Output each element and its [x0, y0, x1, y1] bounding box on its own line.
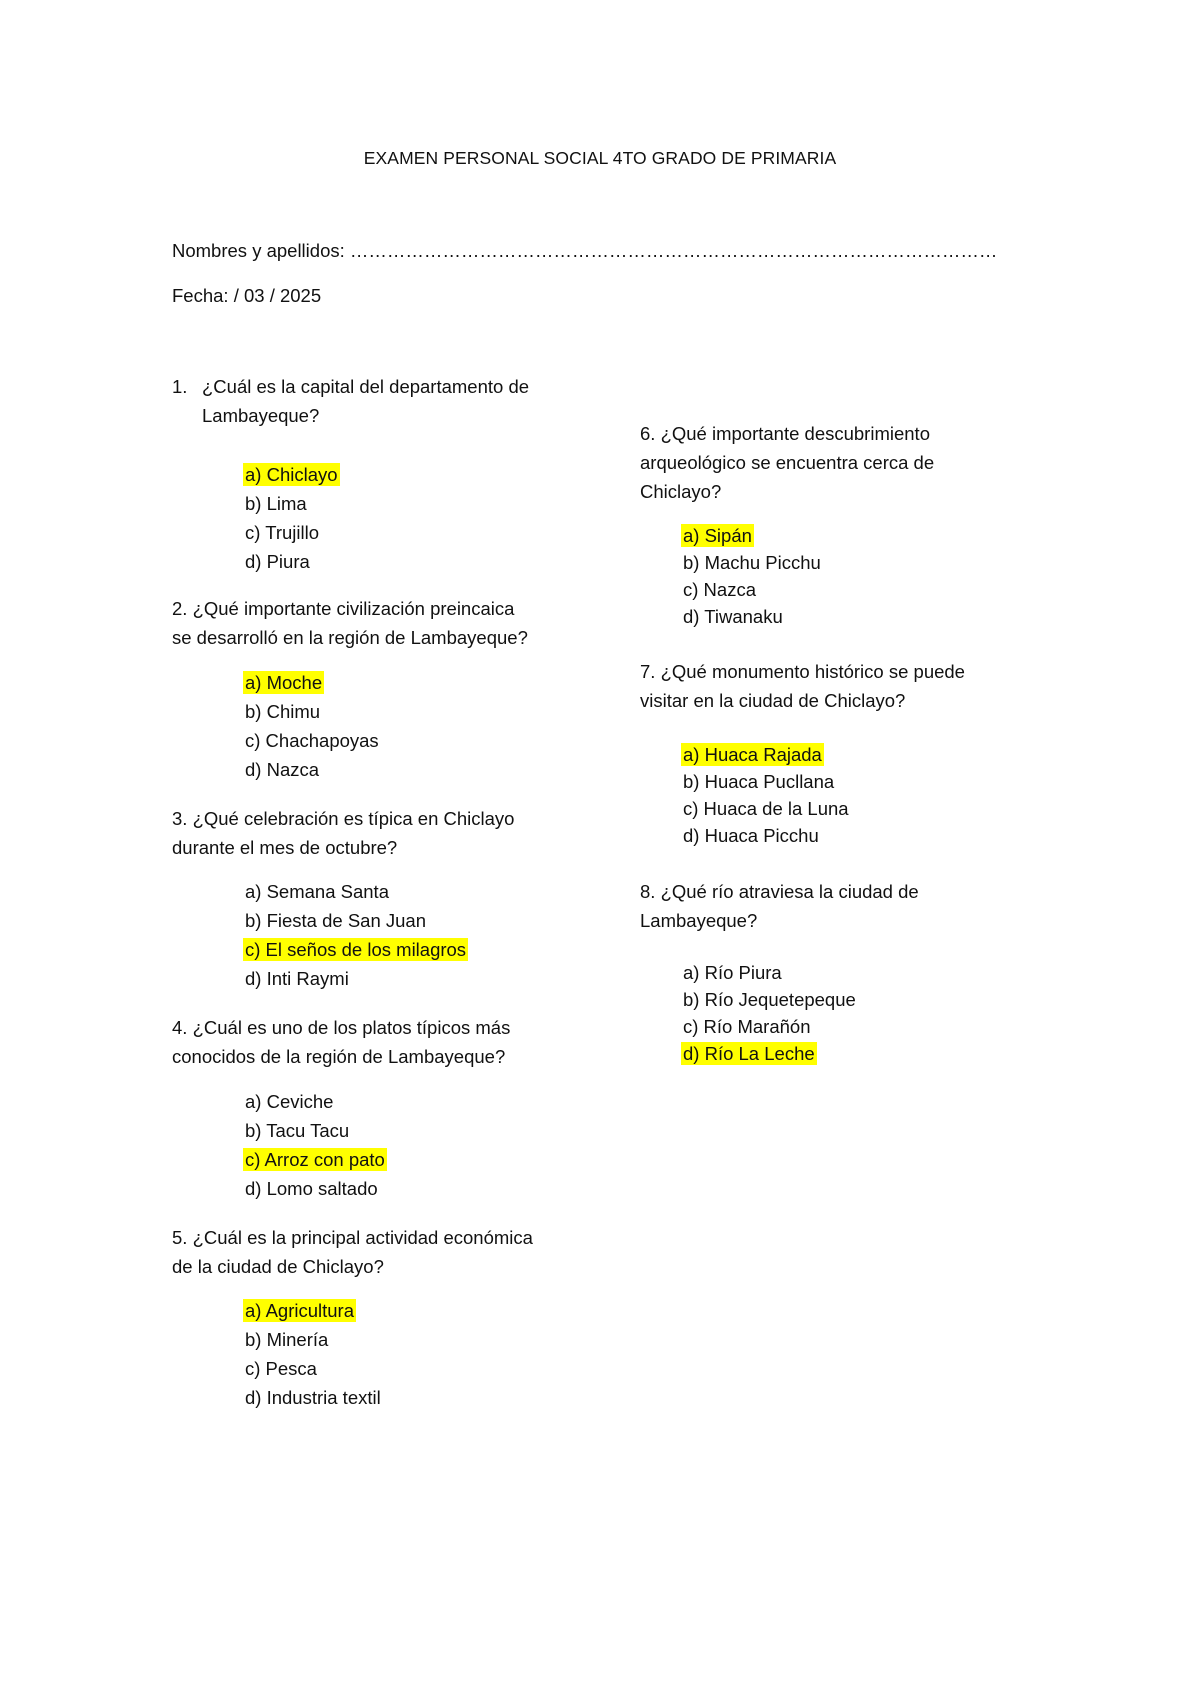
question-text-line: ¿Qué importante descubrimiento — [660, 423, 930, 444]
question-text-line: ¿Cuál es la capital del departamento de — [202, 376, 530, 397]
answer-option-label: b) Fiesta de San Juan — [245, 910, 426, 931]
answer-option-label: c) Río Marañón — [683, 1016, 811, 1037]
answer-option-label: c) Nazca — [683, 579, 756, 600]
answer-option-label: d) Nazca — [245, 759, 320, 780]
question-text-line: Chiclayo? — [640, 481, 722, 502]
answer-option-correct — [683, 1042, 817, 1066]
question-text-line: ¿Cuál es uno de los platos típicos más — [192, 1017, 511, 1038]
answer-option-label: c) El seños de los milagros — [245, 939, 467, 960]
question-text-line: ¿Qué monumento histórico se puede — [660, 661, 965, 682]
answer-option-correct — [683, 743, 824, 767]
answer-option-correct — [245, 938, 468, 962]
answer-option — [245, 1119, 349, 1143]
answer-option-label: d) Industria textil — [245, 1387, 381, 1408]
answer-option — [245, 1177, 378, 1201]
answer-option-label: d) Río La Leche — [683, 1043, 815, 1064]
question-number: 7. — [640, 661, 656, 682]
answer-option-label: c) Chachapoyas — [245, 730, 379, 751]
answer-option-label: a) Río Piura — [683, 962, 782, 983]
answer-option-label: d) Piura — [245, 551, 310, 572]
answer-option-label: b) Minería — [245, 1329, 329, 1350]
answer-option — [683, 770, 834, 794]
question-text-line: ¿Cuál es la principal actividad económica — [192, 1227, 533, 1248]
answer-option-label: a) Chiclayo — [245, 464, 338, 485]
answer-option-label: c) Trujillo — [245, 522, 320, 543]
answer-option — [245, 1090, 333, 1114]
answer-option — [245, 492, 307, 516]
answer-option — [245, 1357, 317, 1381]
question-text-line: visitar en la ciudad de Chiclayo? — [640, 690, 906, 711]
question-number: 3. — [172, 808, 188, 829]
answer-option-label: b) Machu Picchu — [683, 552, 821, 573]
question-number: 1. — [172, 376, 188, 397]
question-number: 2. — [172, 598, 188, 619]
answer-option-label: b) Lima — [245, 493, 307, 514]
answer-option-label: d) Inti Raymi — [245, 968, 349, 989]
answer-option-label: b) Tacu Tacu — [245, 1120, 350, 1141]
answer-option — [683, 797, 849, 821]
question-text-line: ¿Qué río atraviesa la ciudad de — [660, 881, 919, 902]
question-text-line: de la ciudad de Chiclayo? — [172, 1256, 384, 1277]
date-field-label: Fecha: / 03 / 2025 — [172, 285, 322, 306]
question-text-line: conocidos de la región de Lambayeque? — [172, 1046, 506, 1067]
answer-option — [245, 521, 319, 545]
answer-option-label: d) Lomo saltado — [245, 1178, 378, 1199]
answer-option — [683, 605, 783, 629]
question-text-line: ¿Qué importante civilización preincaica — [192, 598, 515, 619]
page-title: EXAMEN PERSONAL SOCIAL 4TO GRADO DE PRIMARIA — [363, 148, 837, 168]
answer-option-label: a) Huaca Rajada — [683, 744, 822, 765]
question-text-line: ¿Qué celebración es típica en Chiclayo — [192, 808, 515, 829]
answer-option — [683, 824, 819, 848]
answer-option-label: a) Agricultura — [245, 1300, 354, 1321]
answer-option — [245, 758, 319, 782]
question-text-line: se desarrolló en la región de Lambayeque? — [172, 627, 528, 648]
name-field-label: Nombres y apellidos: …………………………………………………………………………………………… — [172, 240, 998, 261]
answer-option-label: a) Ceviche — [245, 1091, 334, 1112]
answer-option — [683, 1015, 811, 1039]
answer-option-label: d) Tiwanaku — [683, 606, 783, 627]
question-text-line: Lambayeque? — [640, 910, 758, 931]
answer-option-label: a) Moche — [245, 672, 323, 693]
answer-option-label: d) Huaca Picchu — [683, 825, 819, 846]
question-number: 4. — [172, 1017, 188, 1038]
answer-option-correct — [245, 671, 324, 695]
question-text-line: Lambayeque? — [202, 405, 320, 426]
answer-option — [245, 700, 320, 724]
answer-option-label: c) Huaca de la Luna — [683, 798, 849, 819]
answer-option-correct — [683, 524, 754, 548]
answer-option — [683, 961, 782, 985]
question-number: 5. — [172, 1227, 188, 1248]
answer-option — [245, 550, 310, 574]
question-text-line: durante el mes de octubre? — [172, 837, 398, 858]
answer-option — [683, 578, 756, 602]
answer-option — [245, 909, 426, 933]
answer-option-correct — [245, 1299, 356, 1323]
answer-option-label: b) Chimu — [245, 701, 321, 722]
answer-option — [245, 967, 349, 991]
answer-option-correct — [245, 463, 340, 487]
question-number: 8. — [640, 881, 656, 902]
question-number: 6. — [640, 423, 656, 444]
answer-option — [245, 880, 389, 904]
answer-option-correct — [245, 1148, 387, 1172]
answer-option — [245, 729, 379, 753]
answer-option-label: a) Semana Santa — [245, 881, 389, 902]
answer-option-label: b) Huaca Pucllana — [683, 771, 835, 792]
answer-option-label: c) Arroz con pato — [245, 1149, 385, 1170]
answer-option-label: c) Pesca — [245, 1358, 317, 1379]
answer-option — [245, 1386, 381, 1410]
answer-option-label: a) Sipán — [683, 525, 752, 546]
answer-option-label: b) Río Jequetepeque — [683, 989, 856, 1010]
question-text-line: arqueológico se encuentra cerca de — [640, 452, 935, 473]
answer-option — [683, 988, 856, 1012]
answer-option — [683, 551, 821, 575]
answer-option — [245, 1328, 328, 1352]
